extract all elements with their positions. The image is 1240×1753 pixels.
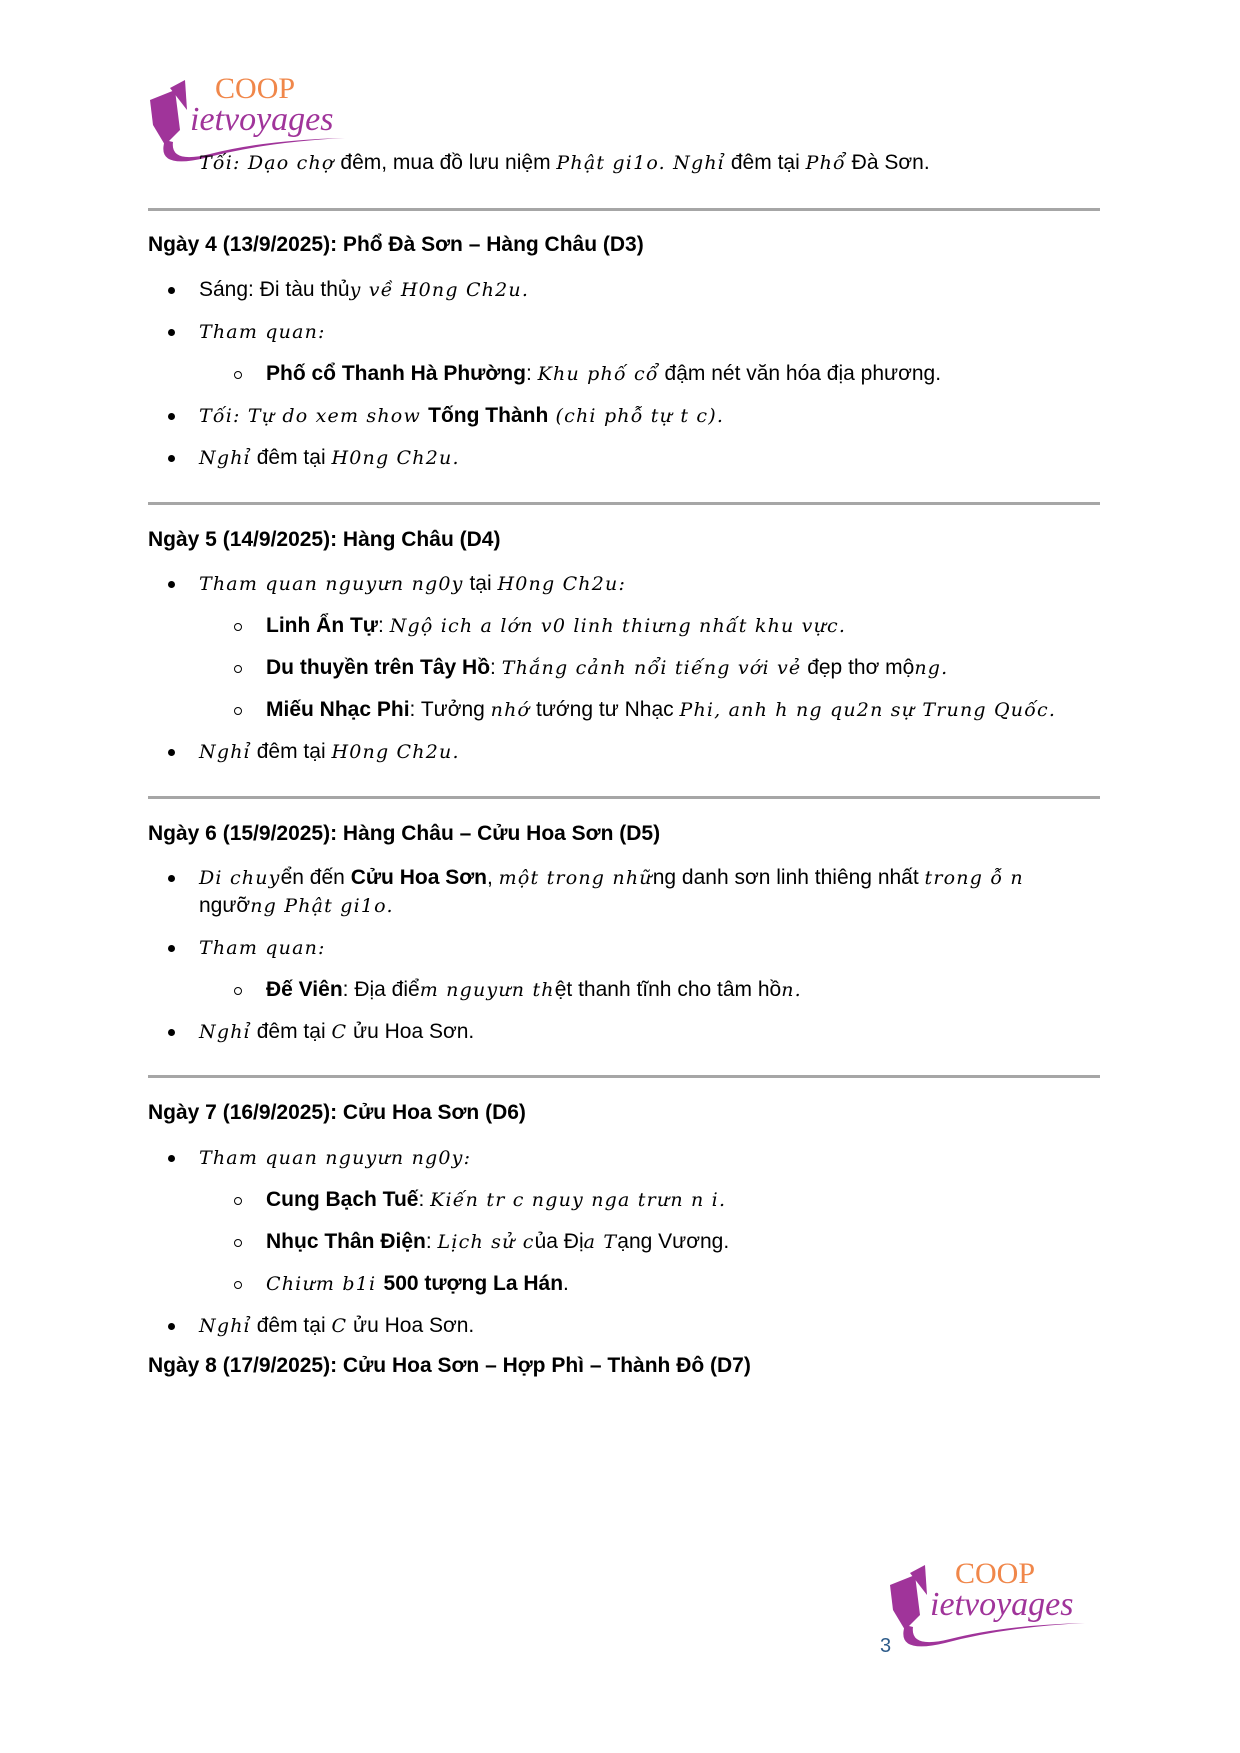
section-divider xyxy=(148,796,1100,799)
bold-text: Cung Bạch Tuế xyxy=(266,1188,419,1211)
list-item xyxy=(199,445,460,471)
bold-text: Nhục Thân Điện xyxy=(266,1230,426,1253)
list-item xyxy=(199,319,326,345)
text-segment: Tối: Tự do xem show xyxy=(199,405,429,427)
text-segment: ng. xyxy=(914,657,949,679)
text-segment: Kiến tr c nguy nga trưn n i. xyxy=(430,1189,727,1211)
bullet-icon xyxy=(168,749,175,756)
bullet-icon xyxy=(168,945,175,952)
text-segment: ng Phật gi1o. xyxy=(250,895,394,917)
text-segment: : xyxy=(525,362,538,385)
text-segment: H0ng Ch2u. xyxy=(331,447,460,469)
circle-bullet-icon xyxy=(234,371,242,379)
day-heading: Ngày 6 (15/9/2025): Hàng Châu – Cửu Hoa Sơn (D5) xyxy=(148,822,661,845)
text-segment: Nghỉ xyxy=(199,447,251,469)
bold-text: 500 tượng La Hán xyxy=(383,1272,564,1295)
bullet-icon xyxy=(168,875,175,882)
text-segment: : xyxy=(418,1188,431,1211)
circle-bullet-icon xyxy=(234,987,242,995)
list-item xyxy=(199,893,394,919)
text-segment: ngưỡ xyxy=(199,894,251,917)
text-segment: Khu phố cổ xyxy=(537,363,659,385)
bullet-icon xyxy=(168,1323,175,1330)
text-segment: tại xyxy=(463,572,498,595)
text-segment: : Địa điể xyxy=(342,978,420,1001)
text-segment: tướng tư Nhạc xyxy=(530,698,680,721)
text-segment: trong ỗ n xyxy=(924,867,1024,889)
text-segment: H0ng Ch2u. xyxy=(331,741,460,763)
sub-list-item xyxy=(266,697,1056,723)
list-item xyxy=(199,1145,471,1171)
bullet-icon xyxy=(168,455,175,462)
text-segment: : xyxy=(425,1230,438,1253)
circle-bullet-icon xyxy=(234,623,242,631)
circle-bullet-icon xyxy=(234,665,242,673)
text-segment: đêm, mua đồ lưu niệm xyxy=(334,151,557,174)
text-segment: (chi phỗ tự t c). xyxy=(548,405,725,427)
text-segment: Di chuy xyxy=(199,867,281,889)
bullet-icon xyxy=(168,1029,175,1036)
text-segment: y về H0ng Ch2u. xyxy=(349,279,530,301)
sub-list-item xyxy=(266,1187,726,1213)
text-segment: H0ng Ch2u: xyxy=(497,573,627,595)
footer-logo xyxy=(885,1555,1095,1655)
list-item xyxy=(199,1313,474,1339)
bold-text: Linh Ẩn Tự xyxy=(266,614,379,637)
svg-text:COOP: COOP xyxy=(955,1557,1036,1590)
list-item xyxy=(199,571,626,597)
text-segment: : xyxy=(378,614,390,637)
text-segment: Phật gi1o. Nghỉ xyxy=(556,152,726,174)
bullet-icon xyxy=(168,287,175,294)
text-segment: . xyxy=(563,1272,569,1295)
sub-list-item xyxy=(266,1271,569,1297)
text-segment: n. xyxy=(781,979,802,1001)
day-heading: Ngày 5 (14/9/2025): Hàng Châu (D4) xyxy=(148,528,501,551)
text-segment: Tham quan: xyxy=(199,321,326,343)
text-segment: nhớ xyxy=(490,699,531,721)
text-segment: đẹp thơ mộ xyxy=(801,656,915,679)
text-segment: Nghỉ xyxy=(199,1021,251,1043)
text-segment: ửu Hoa Sơn. xyxy=(347,1314,475,1337)
list-item xyxy=(199,935,326,961)
bullet-icon xyxy=(168,581,175,588)
text-segment: Tham quan: xyxy=(199,937,326,959)
logo-top-text: COOP xyxy=(215,72,296,105)
text-segment: Thắng cảnh nổi tiếng với vẻ xyxy=(501,657,802,679)
list-item xyxy=(199,403,724,429)
text-segment: Tối: Dạo chợ xyxy=(199,152,335,174)
text-segment: Phổ xyxy=(805,152,846,174)
text-segment: Nghỉ xyxy=(199,741,251,763)
text-segment: : Tưởng xyxy=(409,698,491,721)
logo-bottom-text: ietvoyages xyxy=(190,101,334,138)
bold-text: Du thuyền trên Tây Hồ xyxy=(266,656,491,679)
text-segment: Nghỉ xyxy=(199,1315,251,1337)
bullet-icon xyxy=(168,1155,175,1162)
bold-text: Cửu Hoa Sơn xyxy=(350,866,487,889)
text-segment: ạng Vương. xyxy=(617,1230,730,1253)
text-segment: Sáng: Đi tàu thủ xyxy=(199,278,350,301)
section-divider xyxy=(148,1075,1100,1078)
text-segment: đêm tại xyxy=(250,1314,332,1337)
list-item xyxy=(199,865,1024,891)
svg-text:ietvoyages: ietvoyages xyxy=(930,1586,1074,1623)
text-segment: C xyxy=(331,1315,348,1337)
day-heading: Ngày 7 (16/9/2025): Cửu Hoa Sơn (D6) xyxy=(148,1101,526,1124)
text-segment: Tham quan nguyưn ng0y: xyxy=(199,1147,472,1169)
sub-list-item xyxy=(266,361,941,387)
sub-list-item xyxy=(266,1229,729,1255)
text-segment: Phi, anh h ng qu2n sự Trung Quốc. xyxy=(679,699,1057,721)
text-segment: ủa Đị xyxy=(534,1230,584,1253)
day-heading: Ngày 8 (17/9/2025): Cửu Hoa Sơn – Hợp Phì – Thành Đô (D7) xyxy=(148,1354,751,1377)
bullet-icon xyxy=(168,329,175,336)
text-segment: đêm tại xyxy=(250,740,332,763)
section-divider xyxy=(148,502,1100,505)
circle-bullet-icon xyxy=(234,1281,242,1289)
text-segment: , xyxy=(487,866,499,889)
section-divider xyxy=(148,208,1100,211)
day-heading: Ngày 4 (13/9/2025): Phổ Đà Sơn – Hàng Châu (D3) xyxy=(148,233,644,256)
list-item xyxy=(199,277,529,303)
list-item xyxy=(199,150,930,176)
bold-text: Miếu Nhạc Phi xyxy=(266,698,410,721)
text-segment: a T xyxy=(583,1231,618,1253)
text-segment: một trong nhữ xyxy=(498,867,653,889)
bullet-icon xyxy=(168,413,175,420)
bold-text: Đế Viên xyxy=(266,978,343,1001)
sub-list-item xyxy=(266,613,846,639)
text-segment: đêm tại xyxy=(725,151,806,174)
circle-bullet-icon xyxy=(234,707,242,715)
circle-bullet-icon xyxy=(234,1239,242,1247)
list-item xyxy=(199,1019,474,1045)
text-segment: Tham quan nguyưn ng0y xyxy=(199,573,464,595)
page-number: 3 xyxy=(880,1635,892,1657)
text-segment: đêm tại xyxy=(250,446,332,469)
bold-text: Tống Thành xyxy=(428,404,549,427)
text-segment: đậm nét văn hóa địa phương. xyxy=(658,362,942,385)
bold-text: Phố cổ Thanh Hà Phường xyxy=(266,362,526,385)
text-segment: ển đến xyxy=(280,866,351,889)
coop-vietvoyages-logo-icon xyxy=(885,1555,1095,1655)
text-segment: ng danh sơn linh thiêng nhất xyxy=(652,866,925,889)
circle-bullet-icon xyxy=(234,1197,242,1205)
sub-list-item xyxy=(266,977,802,1003)
text-segment: Đà Sơn. xyxy=(845,151,930,174)
text-segment: Chiưm b1i xyxy=(266,1273,384,1295)
text-segment: m nguyưn th xyxy=(419,979,555,1001)
sub-list-item xyxy=(266,655,948,681)
text-segment: Lịch sử c xyxy=(437,1231,535,1253)
text-segment: C xyxy=(331,1021,348,1043)
text-segment: : xyxy=(490,656,502,679)
list-item xyxy=(199,739,460,765)
text-segment: Ngộ ich a lớn v0 linh thiưng nhất khu vực. xyxy=(389,615,847,637)
text-segment: ệt thanh tĩnh cho tâm hồ xyxy=(554,978,782,1001)
text-segment: đêm tại xyxy=(250,1020,332,1043)
text-segment: ửu Hoa Sơn. xyxy=(347,1020,475,1043)
